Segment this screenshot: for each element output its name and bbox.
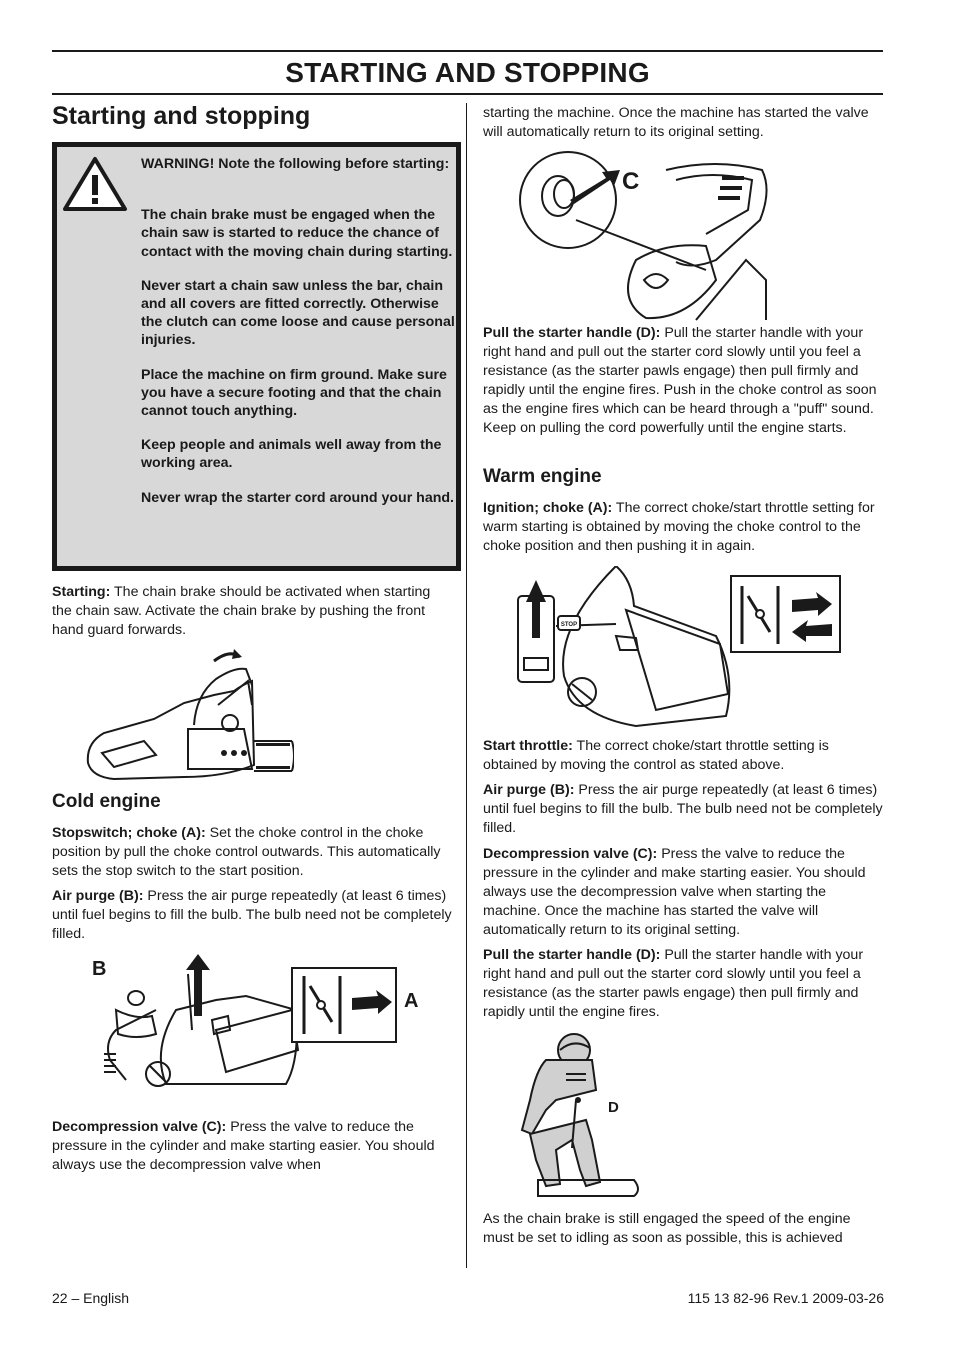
stop-switch-label: STOP xyxy=(560,622,578,628)
figure-label-c: C xyxy=(622,168,640,195)
airpurge-paragraph-right: Air purge (B): Press the air purge repeatedly (at least 6 times) until fuel begins to fill the bulb. The bulb need not be completely filled. xyxy=(483,782,883,836)
start-throttle-paragraph: Start throttle: The correct choke/start throttle setting is obtained by moving the control as stated above. xyxy=(483,738,829,773)
airpurge-paragraph: Air purge (B): Press the air purge repeatedly (at least 6 times) until fuel begins to fill the bulb. The bulb need not be completely filled. xyxy=(52,888,452,942)
starting-paragraph: Starting: The chain brake should be activated when starting the chain saw. Activate the chain brake by pushing the front hand guard forwards. xyxy=(52,584,431,638)
warm-start-control-illustration xyxy=(516,566,844,728)
pull-starter-paragraph-2: Pull the starter handle (D): Pull the starter handle with your right hand and pull out the starter cord slowly until you feel a resistance (as the starter pawls engage) then pull firmly and rapidly until the engine fires. xyxy=(483,947,864,1020)
ignition-paragraph: Ignition; choke (A): The correct choke/start throttle setting for warm starting is obtained by moving the choke control to the choke position and then pushing it in again. xyxy=(483,500,875,554)
page-number: 22 – English xyxy=(52,1290,130,1306)
decompression-paragraph-left: Decompression valve (C): Press the valve to reduce the pressure in the cylinder and make starting easier. You should always use the decompression valve when xyxy=(52,1119,435,1173)
document-id: 115 13 82-96 Rev.1 2009-03-26 xyxy=(687,1290,884,1306)
decompression-paragraph-right: Decompression valve (C): Press the valve to reduce the pressure in the cylinder and make starting easier. You should always use the decompression valve when starting the machine. Once the machine has started the valve will automatically return to its original setting. xyxy=(483,846,866,938)
warning-item: Keep people and animals well away from the working area. xyxy=(141,437,442,472)
decompression-valve-illustration xyxy=(516,150,774,322)
figure-label-a: A xyxy=(404,990,419,1012)
warning-item: The chain brake must be engaged when the chain saw is started to reduce the chance of contact with the moving chain during starting. xyxy=(141,207,453,260)
continued-paragraph: starting the machine. Once the machine has started the valve will automatically return to its original setting. xyxy=(483,105,869,140)
warning-title: WARNING! Note the following before starting: xyxy=(141,156,450,172)
chain-brake-idling-paragraph: As the chain brake is still engaged the speed of the engine must be set to idling as soon as possible, this is achieved xyxy=(483,1211,851,1246)
warning-item: Place the machine on firm ground. Make sure you have a secure footing and that the chain cannot touch anything. xyxy=(141,366,447,420)
warning-triangle-icon xyxy=(61,153,129,213)
stopswitch-paragraph: Stopswitch; choke (A): Set the choke control in the choke position by pull the choke control outwards. This automatically sets the stop switch to the start position. xyxy=(52,825,441,879)
warning-text xyxy=(141,155,455,523)
column-divider xyxy=(466,103,467,1268)
warning-item: Never start a chain saw unless the bar, chain and all covers are fitted correctly. Otherwise the clutch can come loose and cause personal injuries. xyxy=(141,277,455,349)
figure-label-b: B xyxy=(92,958,107,980)
warm-engine-heading: Warm engine xyxy=(483,466,602,487)
section-heading: Starting and stopping xyxy=(52,102,311,130)
operator-pulling-starter-illustration xyxy=(516,1030,646,1200)
title-underline xyxy=(52,93,883,95)
cold-engine-heading: Cold engine xyxy=(52,791,161,812)
chain-brake-illustration xyxy=(84,645,294,785)
choke-airpurge-illustration xyxy=(96,950,402,1090)
top-rule xyxy=(52,50,883,52)
pull-starter-paragraph: Pull the starter handle (D): Pull the starter handle with your right hand and pull out the starter cord slowly until you feel a resistance (as the starter pawls engage) then pull firmly and rapidly until the engine fires. Push in the choke control as soon as the engine fires which can be heard through a "puff" sound. Keep on pulling the cord powerfully until the engine starts. xyxy=(483,325,877,436)
page-title: STARTING AND STOPPING xyxy=(285,57,650,88)
warning-box xyxy=(52,142,461,571)
warning-item: Never wrap the starter cord around your hand. xyxy=(141,489,454,506)
figure-label-d: D xyxy=(608,1099,619,1116)
